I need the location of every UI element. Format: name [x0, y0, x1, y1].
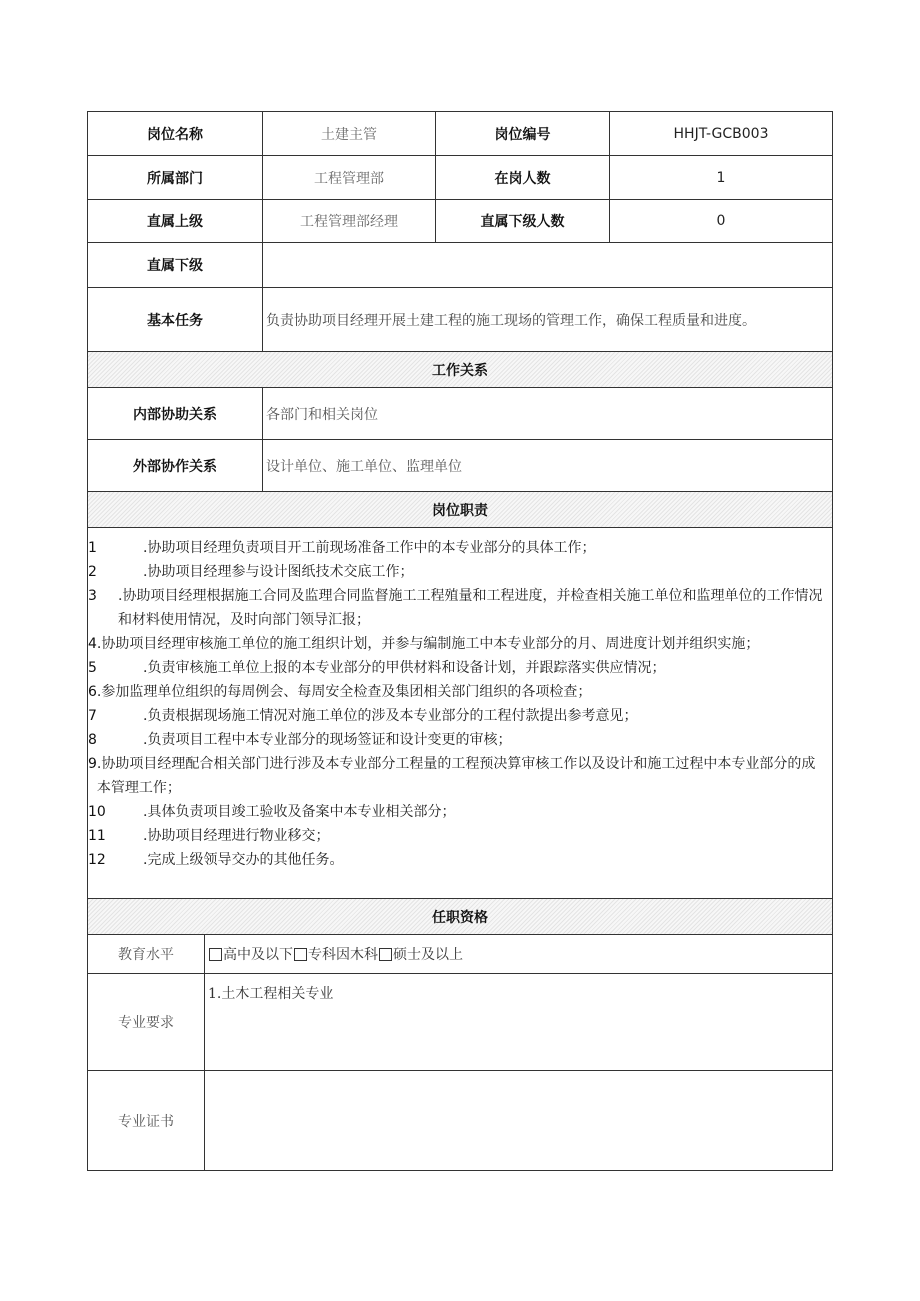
position-code-value: HHJT-GCB003 — [609, 112, 832, 155]
row-external — [87, 440, 833, 492]
row-superior — [87, 200, 833, 243]
education-option: 专科因木科 — [308, 947, 378, 963]
duty-item: 12 .完成上级领导交办的其他任务。 — [88, 852, 344, 868]
duties-title: 岗位职责 — [88, 492, 832, 527]
position-name-value: 土建主管 — [262, 112, 435, 155]
row-certificate — [87, 1071, 833, 1171]
row-internal — [87, 388, 833, 440]
duty-item: 7 .负责根据现场施工情况对施工单位的涉及本专业部分的工程付款提出参考意见； — [88, 708, 638, 724]
duty-item: 10 .具体负责项目竣工验收及备案中本专业相关部分； — [88, 804, 456, 820]
headcount-label: 在岗人数 — [435, 156, 609, 199]
task-label: 基本任务 — [147, 312, 203, 329]
job-description-table — [87, 111, 833, 1171]
subordinate-label: 直属下级 — [147, 258, 203, 274]
position-code-label: 岗位编号 — [435, 112, 609, 155]
row-subordinate — [87, 243, 833, 288]
row-department — [87, 156, 833, 200]
education-options — [204, 935, 832, 973]
duties-header — [87, 492, 833, 528]
major-value: 1.土木工程相关专业 — [204, 974, 832, 1070]
department-value: 工程管理部 — [262, 156, 435, 199]
duty-item: 3 .协助项目经理根据施工合同及监理合同监督施工工程殖量和工程进度，并检查相关施工单位和监理单位的工作情况和材料使用情况，及时向部门领导汇报； — [88, 588, 823, 628]
department-label: 所属部门 — [147, 170, 203, 187]
position-name-label: 岗位名称 — [147, 126, 203, 143]
subordinate-count-label: 直属下级人数 — [435, 200, 609, 242]
duty-item: 1 .协助项目经理负责项目开工前现场准备工作中的本专业部分的具体工作； — [88, 540, 596, 556]
duty-item: 9 .协助项目经理配合相关部门进行涉及本专业部分工程量的工程预决算审核工作以及设计和施工过程中本专业部分的成本管理工作； — [88, 756, 816, 796]
checkbox-icon[interactable] — [379, 948, 392, 961]
major-label: 专业要求 — [118, 1015, 174, 1031]
certificate-label: 专业证书 — [118, 1113, 174, 1130]
duty-item: 5 .负责审核施工单位上报的本专业部分的甲供材料和设备计划，并跟踪落实供应情况； — [88, 660, 666, 676]
checkbox-icon[interactable] — [294, 948, 307, 961]
row-major — [87, 974, 833, 1071]
education-label: 教育水平 — [118, 947, 174, 963]
qualifications-title: 任职资格 — [88, 899, 832, 934]
row-position — [87, 111, 833, 156]
headcount-value: 1 — [609, 156, 832, 199]
qualifications-header — [87, 899, 833, 935]
duty-item: 6 .参加监理单位组织的每周例会、每周安全检查及集团相关部门组织的各项检查； — [88, 684, 592, 700]
relations-header — [87, 352, 833, 388]
checkbox-icon[interactable] — [209, 948, 222, 961]
education-option: 硕士及以上 — [393, 947, 463, 963]
education-option: 高中及以下 — [223, 947, 293, 963]
subordinate-value — [262, 243, 832, 287]
row-education — [87, 935, 833, 974]
internal-label: 内部协助关系 — [133, 406, 217, 423]
subordinate-count-value: 0 — [609, 200, 832, 242]
duty-item: 2 .协助项目经理参与设计图纸技术交底工作； — [88, 564, 414, 580]
superior-label: 直属上级 — [147, 214, 203, 230]
duty-item: 8 .负责项目工程中本专业部分的现场签证和设计变更的审核； — [88, 732, 512, 748]
superior-value: 工程管理部经理 — [262, 200, 435, 242]
task-value: 负责协助项目经理开展土建工程的施工现场的管理工作，确保工程质量和进度。 — [262, 288, 832, 351]
external-value: 设计单位、施工单位、监理单位 — [262, 440, 832, 491]
duties-list — [87, 528, 833, 899]
row-task — [87, 288, 833, 352]
internal-value: 各部门和相关岗位 — [262, 388, 832, 439]
relations-title: 工作关系 — [88, 352, 832, 387]
external-label: 外部协作关系 — [133, 458, 217, 475]
certificate-value — [204, 1071, 832, 1170]
duty-item: 11 .协助项目经理进行物业移交； — [88, 828, 330, 844]
duty-item: 4 .协助项目经理审核施工单位的施工组织计划，并参与编制施工中本专业部分的月、周进度计划并组织实施； — [88, 636, 760, 652]
